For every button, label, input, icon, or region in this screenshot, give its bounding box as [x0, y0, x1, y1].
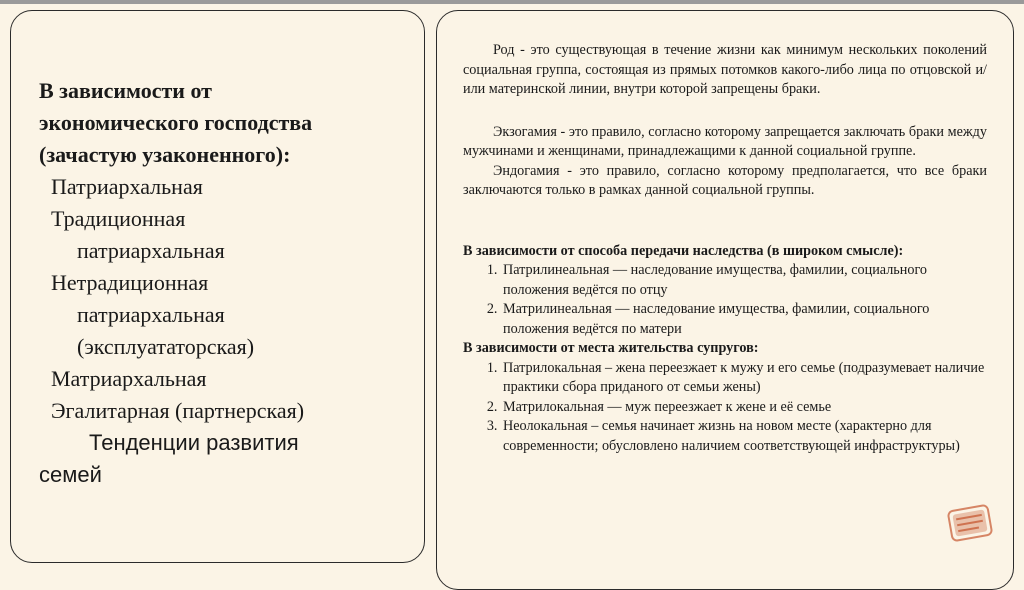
definitions-content — [463, 41, 987, 456]
list-item: 1. Патрилинеальная — наследование имущества, фамилии, социального положения ведётся по отцу — [501, 261, 987, 300]
list-item: 2. Матрилокальная — муж переезжает к жене и её семье — [501, 398, 987, 418]
type-nontraditional-patriarchal-line-1: Нетрадиционная — [51, 270, 209, 295]
inheritance-list — [463, 261, 987, 339]
right-panel — [436, 10, 1014, 590]
type-nontraditional-patriarchal-line-3: (эксплуататорская) — [77, 334, 255, 359]
economic-dominance-heading-line-1: В зависимости от — [39, 78, 212, 103]
type-nontraditional-patriarchal-line-2: патриархальная — [77, 302, 225, 327]
top-divider — [0, 0, 1024, 4]
trends-link-line-2[interactable]: семей — [39, 462, 102, 487]
residence-list — [463, 359, 987, 457]
family-types-list — [39, 75, 419, 491]
list-item: 3. Неолокальная – семья начинает жизнь на новом месте (характерно для современности; обусловлено наличием соответствующей инфраструктуры) — [501, 417, 987, 456]
type-egalitarian: Эгалитарная (партнерская) — [51, 398, 305, 423]
trends-link-line-1[interactable]: Тенденции развития — [89, 430, 299, 455]
economic-dominance-heading-line-2: экономического господства — [39, 110, 313, 135]
rod-definition: Род - это существующая в течение жизни как минимум нескольких поколений социальная группа, состоящая из прямых потомков какого-либо лица по отцовской и/или материнской линии, внутри которой запрещены браки. — [463, 42, 987, 97]
list-item: 2. Матрилинеальная — наследование имущества, фамилии, социального положения ведётся по матери — [501, 300, 987, 339]
exogamy-definition: Экзогамия - это правило, согласно которому запрещается заключать браки между мужчинами и женщинами, принадлежащими к данной социальной группе. — [463, 123, 987, 159]
list-item: 1. Патрилокальная – жена переезжает к мужу и его семье (подразумевает наличие практики сбора приданого от семьи жены) — [501, 359, 987, 398]
residence-heading: В зависимости от места жительства супругов: — [463, 340, 759, 356]
type-traditional-patriarchal-line-2: патриархальная — [77, 238, 225, 263]
type-matriarchal: Матриархальная — [51, 366, 207, 391]
inheritance-heading: В зависимости от способа передачи наследства (в широком смысле): — [463, 242, 904, 259]
endogamy-definition: Эндогамия - это правило, согласно которому предполагается, что все браки заключаются только в рамках данной социальной группы. — [463, 162, 987, 198]
type-traditional-patriarchal-line-1: Традиционная — [51, 206, 186, 231]
type-patriarchal: Патриархальная — [51, 174, 203, 199]
economic-dominance-heading-line-3: (зачастую узаконенного): — [39, 142, 291, 167]
left-panel — [10, 10, 425, 563]
watermark-stamp-icon — [945, 501, 995, 544]
